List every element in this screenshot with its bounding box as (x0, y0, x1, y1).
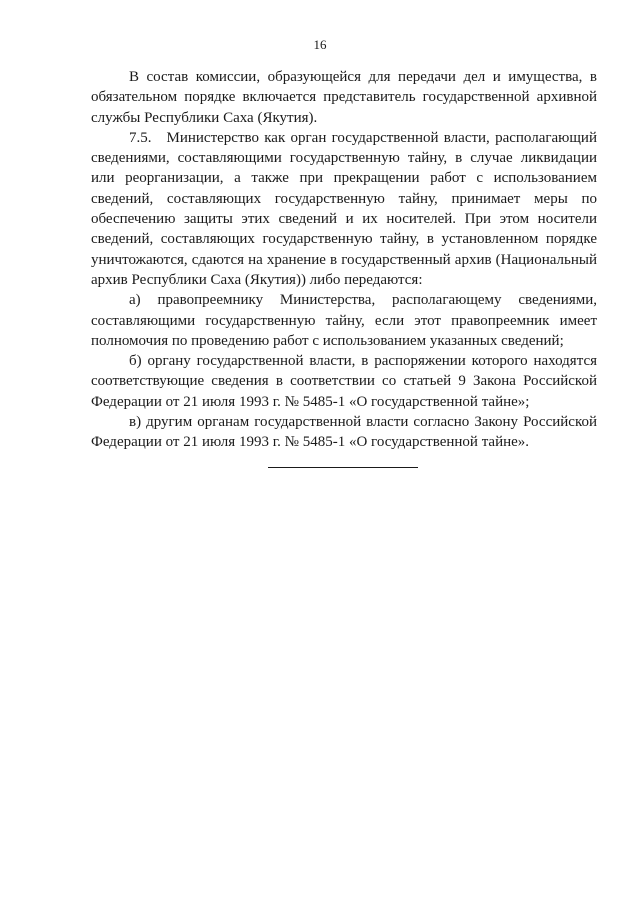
document-body (91, 67, 597, 453)
list-item-b: б) органу государственной власти, в распоряжении которого находятся соответствующие сведения в соответствии со статьей 9 Закона Российской Федерации от 21 июля 1993 г. № 5485-1 «О государственной тайне»; (91, 353, 597, 410)
list-item-v: в) другим органам государственной власти согласно Закону Российской Федерации от 21 июля 1993 г. № 5485-1 «О государственной тайне». (91, 414, 597, 451)
paragraph-archive-commission: В состав комиссии, образующейся для передачи дел и имущества, в обязательном порядке включается представитель государственной архивной службы Республики Саха (Якутия). (91, 69, 597, 126)
paragraph-7-5: 7.5. Министерство как орган государственной власти, располагающий сведениями, составляющими государственную тайну, в случае ликвидации или реорганизации, а также при прекращении работ с использованием сведений, составляющих государственную тайну, принимает меры по обеспечению защиты этих сведений и их носителей. При этом носители сведений, составляющих государственную тайну, в установленном порядке уничтожаются, сдаются на хранение в государственный архив (Национальный архив Республики Саха (Якутия)) либо передаются: (91, 129, 597, 288)
page-number: 16 (313, 37, 327, 52)
list-item-a: а) правопреемнику Министерства, располагающему сведениями, составляющими государственную тайну, если этот правопреемник имеет полномочия по проведению работ с использованием указанных сведений; (91, 292, 597, 349)
end-separator-line (268, 467, 418, 468)
